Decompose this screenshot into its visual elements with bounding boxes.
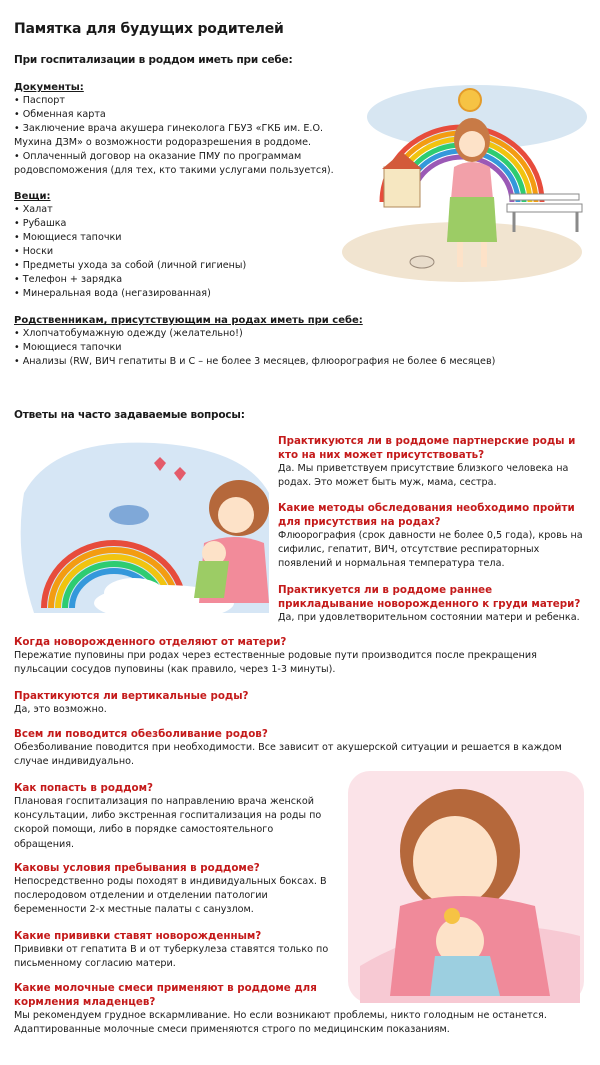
- list-item: • Моющиеся тапочки: [14, 231, 334, 245]
- list-item: • Рубашка: [14, 217, 334, 231]
- list-item: • Обменная карта: [14, 108, 344, 122]
- list-item: • Хлопчатобумажную одежду (желательно!): [14, 327, 589, 341]
- list-item: • Минеральная вода (негазированная): [14, 287, 334, 301]
- faq-question: Когда новорожденного отделяют от матери?: [14, 636, 287, 648]
- page-title: Памятка для будущих родителей: [14, 21, 284, 37]
- faq-question: Практикуются ли в роддоме партнерские роды и кто на них может присутствовать?: [278, 435, 576, 461]
- faq-item-10: [14, 981, 554, 1037]
- relatives-title: Родственникам, присутствующим на родах иметь при себе:: [14, 315, 363, 326]
- list-item: • Заключение врача акушера гинеколога ГБУЗ «ГКБ им. Е.О. Мухина ДЗМ» о возможности родоразрешения в роддоме.: [14, 122, 344, 150]
- list-item: • Моющиеся тапочки: [14, 341, 589, 355]
- faq-question: Практикуются ли вертикальные роды?: [14, 690, 249, 702]
- documents-title: Документы:: [14, 82, 84, 93]
- faq-item-1: [278, 434, 590, 490]
- faq-question: Каковы условия пребывания в роддоме?: [14, 862, 260, 874]
- faq-item-5: [14, 689, 590, 717]
- things-list: [14, 203, 334, 301]
- things-title: Вещи:: [14, 191, 51, 202]
- faq-answer: Обезболивание поводится при необходимости. Все зависит от акушерской ситуации и решается в каждом случае индивидуально.: [14, 742, 562, 768]
- faq-item-6: [14, 727, 590, 769]
- faq-question: Какие прививки ставят новорожденным?: [14, 930, 262, 942]
- faq-answer: Плановая госпитализация по направлению врача женской консультации, либо экстренная госпитализация на роды по скорой помощи, либо в порядке самостоятельного обращения.: [14, 796, 322, 850]
- faq-question: Практикуется ли в роддоме раннее прикладывание новорожденного к груди матери?: [278, 584, 581, 610]
- relatives-section: [14, 315, 589, 369]
- list-item: • Предметы ухода за собой (личной гигиены): [14, 259, 334, 273]
- faq-item-9: [14, 929, 332, 971]
- mother-baby-pink-image: [340, 766, 590, 1006]
- faq-item-3: [278, 583, 590, 625]
- list-item: • Анализы (RW, ВИЧ гепатиты В и С – не более 3 месяцев, флюорография не более 6 месяцев): [14, 355, 589, 369]
- faq-answer: Да. Мы приветствуем присутствие близкого человека на родах. Это может быть муж, мама, сестра.: [278, 463, 569, 489]
- faq-answer: Да, это возможно.: [14, 704, 107, 715]
- list-item: • Паспорт: [14, 94, 344, 108]
- list-item: • Телефон + зарядка: [14, 273, 334, 287]
- list-item: • Халат: [14, 203, 334, 217]
- list-item: • Носки: [14, 245, 334, 259]
- faq-item-8: [14, 861, 332, 918]
- faq-question: Как попасть в роддом?: [14, 782, 153, 794]
- hospitalization-heading: При госпитализации в роддом иметь при себе:: [14, 54, 293, 66]
- faq-answer: Пережатие пуповины при родах через естественные родовые пути производится после прекращения пульсации сосудов пуповины (как правило, через 1-3 минуты).: [14, 650, 537, 676]
- faq-answer: Мы рекомендуем грудное вскармливание. Но если возникают проблемы, никто голодным не останется. Адаптированные молочные смеси применяются строго по медицинским показаниям.: [14, 1010, 547, 1036]
- documents-section: [14, 82, 344, 178]
- illustration-woman-rainbow: [342, 82, 590, 287]
- documents-list: [14, 94, 344, 178]
- faq-question: Какие молочные смеси применяют в роддоме для кормления младенцев?: [14, 982, 317, 1008]
- list-item: • Оплаченный договор на оказание ПМУ по программам родовспоможения (для тех, кто такими услугами пользуется).: [14, 150, 344, 178]
- things-section: [14, 191, 334, 301]
- faq-item-2: [278, 501, 590, 572]
- faq-heading: Ответы на часто задаваемые вопросы:: [14, 409, 245, 421]
- illustration-mother-baby-pink: [340, 766, 590, 1006]
- mother-child-cloud-image: [14, 433, 274, 623]
- faq-item-4: [14, 635, 590, 677]
- faq-answer: Да, при удовлетворительном состоянии матери и ребенка.: [278, 612, 580, 623]
- faq-answer: Прививки от гепатита В и от туберкулеза ставятся только по письменному согласию матери.: [14, 944, 329, 970]
- faq-question: Всем ли поводится обезболивание родов?: [14, 728, 268, 740]
- faq-question: Какие методы обследования необходимо пройти для присутствия на родах?: [278, 502, 575, 528]
- faq-answer: Непосредственно роды походят в индивидуальных боксах. В послеродовом отделении и отделении патологии беременности 2-х местные палаты с санузлом.: [14, 876, 327, 916]
- faq-answer: Флюорография (срок давности не более 0,5 года), кровь на сифилис, гепатит, ВИЧ, отсутствие респираторных появлений и нормальная температура тела.: [278, 530, 583, 570]
- relatives-list: [14, 327, 589, 369]
- illustration-mother-child-cloud: [14, 433, 274, 623]
- woman-rainbow-image: [342, 82, 590, 287]
- faq-item-7: [14, 781, 332, 852]
